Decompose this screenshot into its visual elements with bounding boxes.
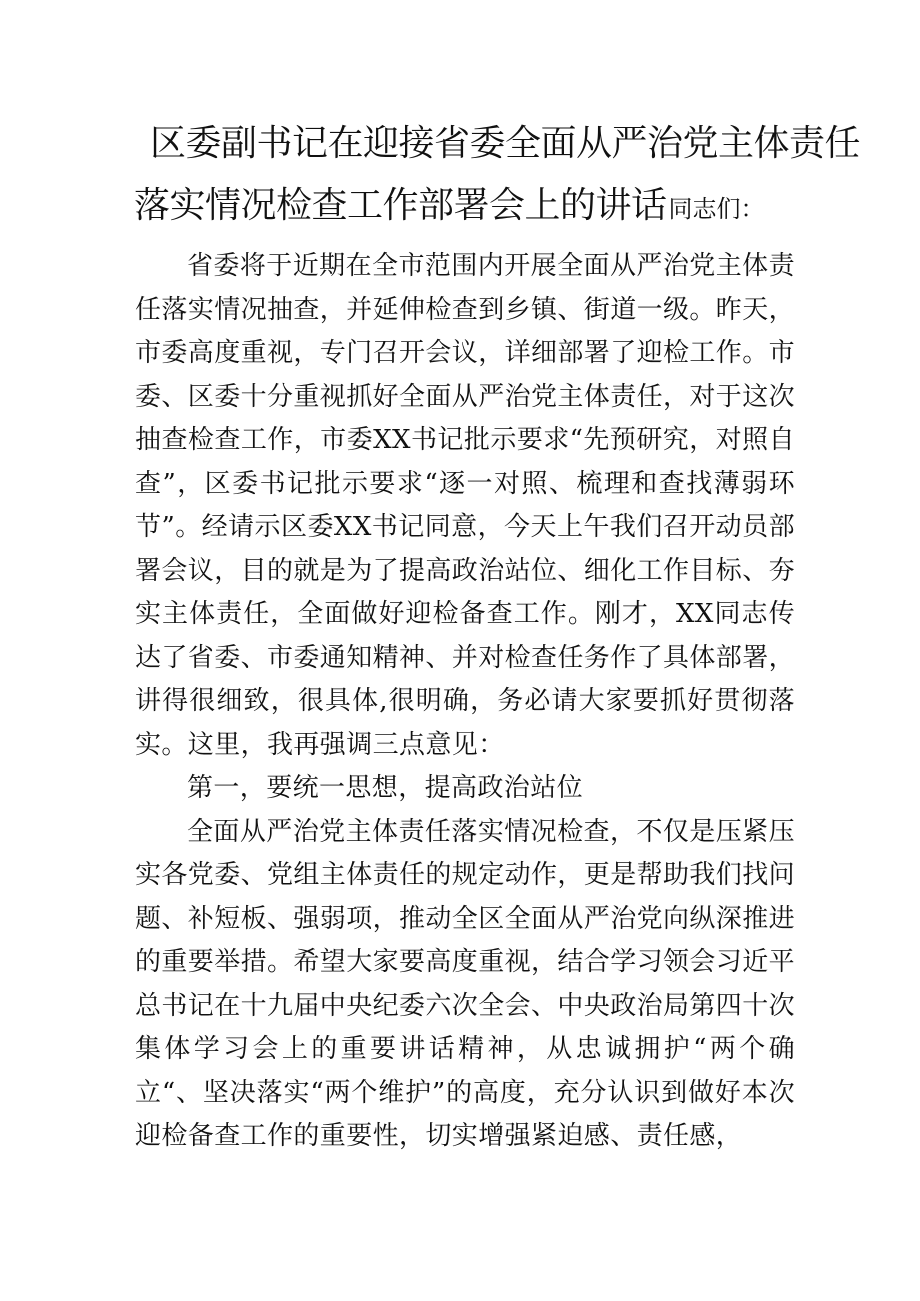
document-title-line-2 xyxy=(134,186,794,229)
section-heading-1: 第一，要统一思想，提高政治站位 xyxy=(187,773,584,803)
document-title-line-1: 区委副书记在迎接省委全面从严治党主体责任 xyxy=(150,123,861,164)
greeting: 同志们： xyxy=(668,195,765,223)
paragraph-intro: 省委将于近期在全市范围内开展全面从严治党主体责任落实情况抽查，并延伸检查到乡镇、街道一级。昨天，市委高度重视，专门召开会议，详细部署了迎检工作。市委、区委十分重视抓好全面从严治党主体责任，对于这次抽查检查工作，市委XX书记批示要求“先预研究，对照自查”，区委书记批示要求“逐一对照、梳理和查找薄弱环节”。经请示区委XX书记同意，今天上午我们召开动员部署会议，目的就是为了提高政治站位、细化工作目标、夯实主体责任，全面做好迎检备查工作。刚才，XX同志传达了省委、市委通知精神、并对检查任务作了具体部署，讲得很细致，很具体,很明确，务必请大家要抓好贯彻落实。这里，我再强调三点意见： xyxy=(135,251,796,760)
document-title-text: 落实情况检查工作部署会上的讲话 xyxy=(134,185,667,226)
document-body xyxy=(135,245,795,1159)
paragraph-section-1: 全面从严治党主体责任落实情况检查，不仅是压紧压实各党委、党组主体责任的规定动作，更是帮助我们找问题、补短板、强弱项，推动全区全面从严治党向纵深推进的重要举措。希望大家要高度重视，结合学习领会习近平总书记在十九届中央纪委六次全会、中央政治局第四十次集体学习会上的重要讲话精神，从忠诚拥护“两个确立“、坚决落实“两个维护”的高度，充分认识到做好本次迎检备查工作的重要性，切实增强紧迫感、责任感， xyxy=(135,816,796,1151)
